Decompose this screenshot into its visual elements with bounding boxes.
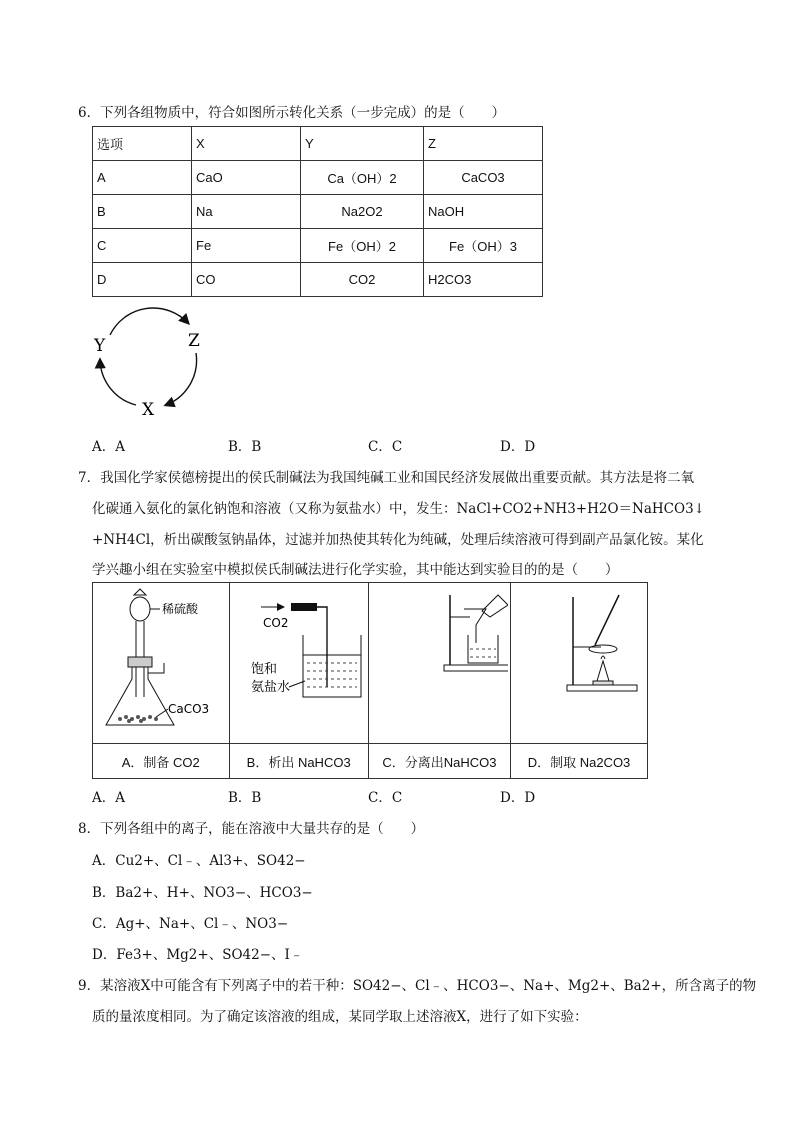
choice-d[interactable]: D．D	[500, 439, 536, 455]
q8-stem: 8．下列各组中的离子，能在溶液中大量共存的是（ ）	[78, 821, 425, 837]
label-caco3: CaCO3	[167, 701, 209, 716]
arrow-y-to-z	[110, 308, 188, 335]
header-cell: X	[192, 127, 301, 161]
cell-z: H2CO3	[424, 263, 543, 297]
beaker-gas-figure	[231, 587, 367, 737]
cycle-diagram	[88, 305, 218, 420]
q7-line-4: 学兴趣小组在实验室中模拟侯氏制碱法进行化学实验，其中能达到实验目的的是（ ）	[92, 562, 619, 578]
cell-opt: A	[93, 161, 192, 195]
table-header-row	[93, 127, 543, 161]
q7-apparatus-table	[92, 582, 648, 779]
cycle-label-z: Z	[188, 331, 200, 351]
choice-a[interactable]: A．A	[92, 439, 125, 455]
table-row	[93, 229, 543, 263]
q8-option-c[interactable]: C．Ag+、Na+、Cl﹣、NO3−	[92, 916, 289, 932]
choice-c[interactable]: C．C	[368, 439, 403, 455]
cell-x: CO	[192, 263, 301, 297]
q6-stem: 6．下列各组物质中，符合如图所示转化关系（一步完成）的是（ ）	[78, 105, 506, 121]
cell-y: Na2O2	[301, 195, 424, 229]
label-ammonia-brine: 氨盐水	[250, 679, 290, 695]
q7-line-1: 7．我国化学家侯德榜提出的侯氏制碱法为我国纯碱工业和国民经济发展做出重要贡献。其方法是将二氧	[78, 470, 695, 486]
cell-y: Ca（OH）2	[301, 161, 424, 195]
cell-z: NaOH	[424, 195, 543, 229]
apparatus-c	[368, 583, 510, 744]
cell-z: CaCO3	[424, 161, 543, 195]
q8-option-a[interactable]: A．Cu2+、Cl﹣、Al3+、SO42−	[92, 853, 306, 869]
evaporation-figure	[511, 587, 647, 737]
caption-a: A．制备 CO2	[93, 744, 230, 779]
choice-d[interactable]: D．D	[500, 790, 536, 806]
caption-d: D．制取 Na2CO3	[511, 744, 648, 779]
caption-c: C．分离出NaHCO3	[368, 744, 510, 779]
header-cell: Z	[424, 127, 543, 161]
cell-x: Na	[192, 195, 301, 229]
cell-opt: C	[93, 229, 192, 263]
q8-option-d[interactable]: D．Fe3+、Mg2+、SO42−、I﹣	[92, 947, 304, 963]
apparatus-b	[229, 583, 368, 744]
table-row	[93, 195, 543, 229]
arrow-z-to-x	[166, 353, 197, 405]
choice-c[interactable]: C．C	[368, 790, 403, 806]
choice-a[interactable]: A．A	[92, 790, 125, 806]
q7-line-3: +NH4Cl，析出碳酸氢钠晶体，过滤并加热使其转化为纯碱，处理后续溶液可得到副产品氯化铵。某化	[92, 532, 704, 548]
cell-y: CO2	[301, 263, 424, 297]
cycle-label-y: Y	[94, 336, 106, 356]
apparatus-d	[511, 583, 648, 744]
q8-option-b[interactable]: B．Ba2+、H+、NO3−、HCO3−	[92, 885, 313, 901]
q9-line-2: 质的量浓度相同。为了确定该溶液的组成，某同学取上述溶液X，进行了如下实验：	[92, 1009, 588, 1025]
apparatus-a	[93, 583, 230, 744]
label-saturated: 饱和	[250, 661, 277, 677]
table-row	[93, 161, 543, 195]
header-cell: Y	[301, 127, 424, 161]
table-row	[93, 263, 543, 297]
choice-b[interactable]: B．B	[228, 790, 262, 806]
choice-b[interactable]: B．B	[228, 439, 262, 455]
cell-opt: D	[93, 263, 192, 297]
q9-line-1: 9．某溶液X中可能含有下列离子中的若干种：SO42−、Cl﹣、HCO3−、Na+、Mg2+、Ba2+，所含离子的物	[78, 978, 757, 994]
q7-line-2: 化碳通入氨化的氯化钠饱和溶液（又称为氨盐水）中，发生：NaCl+CO2+NH3+H2O＝NaHCO3↓	[92, 501, 705, 517]
caption-b: B．析出 NaHCO3	[229, 744, 368, 779]
q6-table	[92, 126, 543, 297]
label-co2: CO2	[262, 615, 289, 630]
cell-y: Fe（OH）2	[301, 229, 424, 263]
filtration-figure	[370, 587, 508, 737]
cell-opt: B	[93, 195, 192, 229]
label-dilute-sulfuric-acid: 稀硫酸	[161, 601, 198, 616]
cell-z: Fe（OH）3	[424, 229, 543, 263]
arrow-x-to-y	[100, 360, 136, 405]
cell-x: CaO	[192, 161, 301, 195]
flask-funnel-figure	[96, 587, 226, 737]
header-cell: 选项	[93, 127, 192, 161]
cycle-label-x: X	[142, 400, 155, 420]
cell-x: Fe	[192, 229, 301, 263]
